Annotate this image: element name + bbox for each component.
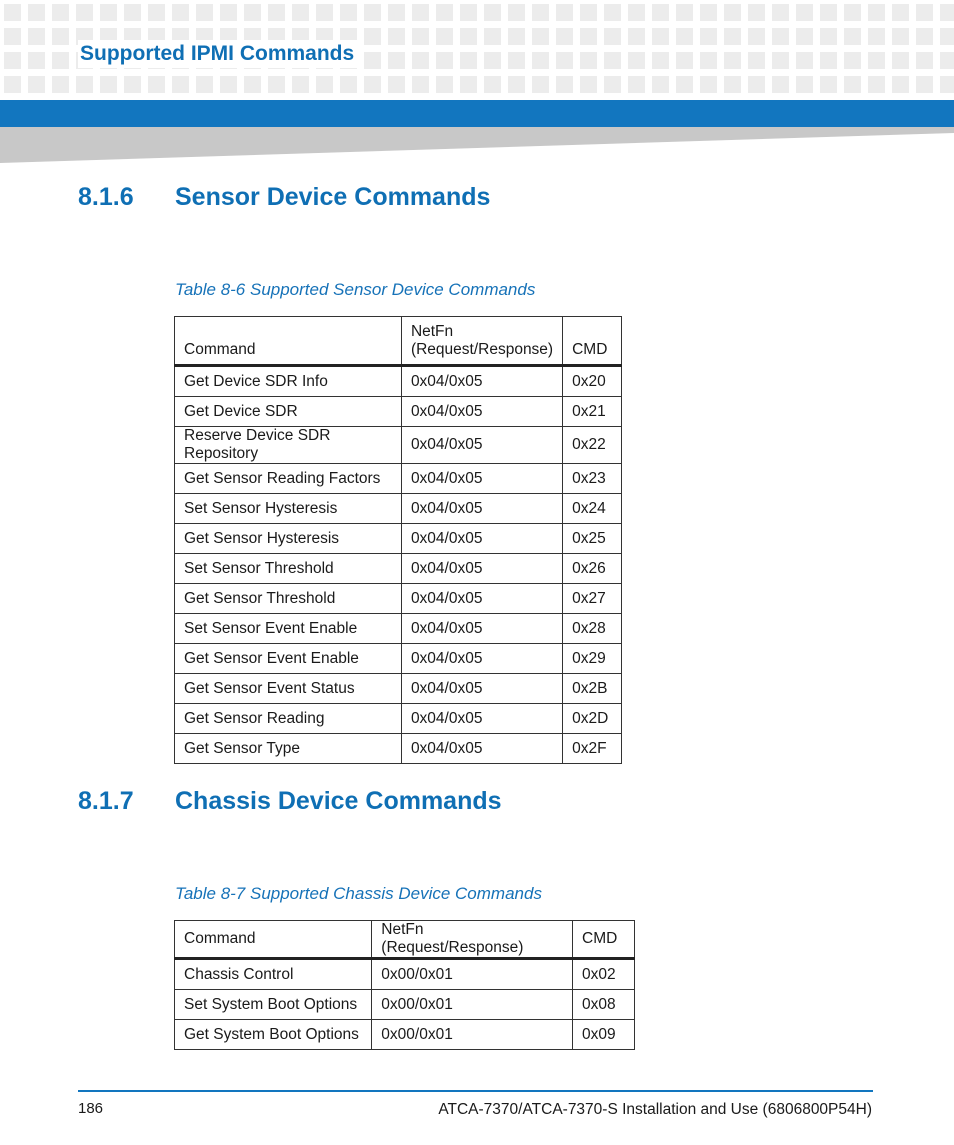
table-row	[175, 734, 622, 764]
cell-command: Get Sensor Reading	[175, 704, 402, 734]
table-row	[175, 584, 622, 614]
cell-netfn: 0x04/0x05	[401, 464, 562, 494]
cell-command: Chassis Control	[175, 959, 372, 990]
table-row	[175, 524, 622, 554]
cell-netfn: 0x00/0x01	[372, 990, 573, 1020]
cell-command: Set Sensor Event Enable	[175, 614, 402, 644]
cell-command: Get Device SDR Info	[175, 366, 402, 397]
cell-netfn: 0x04/0x05	[401, 584, 562, 614]
cell-netfn: 0x04/0x05	[401, 427, 562, 464]
column-header-command: Command	[175, 317, 402, 366]
table-caption-8-7: Table 8-7 Supported Chassis Device Commands	[175, 884, 542, 903]
cell-netfn: 0x04/0x05	[401, 734, 562, 764]
cell-command: Get System Boot Options	[175, 1020, 372, 1050]
section-title: Chassis Device Commands	[175, 787, 502, 815]
cell-command: Get Device SDR	[175, 397, 402, 427]
page-number: 186	[78, 1100, 104, 1117]
cell-command: Get Sensor Event Enable	[175, 644, 402, 674]
table-row	[175, 397, 622, 427]
cell-command: Set Sensor Threshold	[175, 554, 402, 584]
table-row	[175, 674, 622, 704]
cell-cmd: 0x2D	[563, 704, 622, 734]
table-row	[175, 1020, 635, 1050]
table-row	[175, 554, 622, 584]
table-row	[175, 704, 622, 734]
column-header-cmd: CMD	[563, 317, 622, 366]
cell-cmd: 0x21	[563, 397, 622, 427]
cell-netfn: 0x00/0x01	[372, 1020, 573, 1050]
cell-cmd: 0x22	[563, 427, 622, 464]
cell-cmd: 0x27	[563, 584, 622, 614]
document-title: ATCA-7370/ATCA-7370-S Installation and Use (6806800P54H)	[438, 1101, 872, 1118]
cell-command: Set System Boot Options	[175, 990, 372, 1020]
table-row	[175, 427, 622, 464]
cell-command: Get Sensor Threshold	[175, 584, 402, 614]
table-row	[175, 644, 622, 674]
table-row	[175, 366, 622, 397]
section-number: 8.1.6	[78, 183, 134, 211]
cell-netfn: 0x04/0x05	[401, 494, 562, 524]
cell-netfn: 0x04/0x05	[401, 524, 562, 554]
section-heading-8-1-6	[78, 183, 490, 212]
running-header-title: Supported IPMI Commands	[78, 40, 360, 68]
table-row	[175, 494, 622, 524]
cell-cmd: 0x02	[573, 959, 635, 990]
column-header-netfn: NetFn (Request/Response)	[401, 317, 562, 366]
column-header-command: Command	[175, 921, 372, 959]
cell-cmd: 0x09	[573, 1020, 635, 1050]
cell-netfn: 0x04/0x05	[401, 397, 562, 427]
footer-rule	[78, 1090, 873, 1092]
cell-command: Get Sensor Hysteresis	[175, 524, 402, 554]
cell-cmd: 0x24	[563, 494, 622, 524]
cell-cmd: 0x29	[563, 644, 622, 674]
section-number: 8.1.7	[78, 787, 134, 815]
cell-netfn: 0x04/0x05	[401, 644, 562, 674]
cell-netfn: 0x04/0x05	[401, 614, 562, 644]
cell-command: Set Sensor Hysteresis	[175, 494, 402, 524]
cell-netfn: 0x00/0x01	[372, 959, 573, 990]
sensor-commands-table	[174, 316, 622, 764]
cell-command: Get Sensor Event Status	[175, 674, 402, 704]
cell-netfn: 0x04/0x05	[401, 554, 562, 584]
section-title: Sensor Device Commands	[175, 183, 491, 211]
header-grey-wedge	[0, 127, 954, 163]
table-caption-8-6: Table 8-6 Supported Sensor Device Commands	[175, 280, 536, 299]
table-row	[175, 464, 622, 494]
cell-cmd: 0x20	[563, 366, 622, 397]
cell-cmd: 0x2B	[563, 674, 622, 704]
table-header-row	[175, 921, 635, 959]
chassis-commands-table	[174, 920, 635, 1050]
cell-netfn: 0x04/0x05	[401, 674, 562, 704]
section-heading-8-1-7	[78, 787, 502, 816]
cell-command: Reserve Device SDR Repository	[175, 427, 402, 464]
table-row	[175, 990, 635, 1020]
cell-cmd: 0x25	[563, 524, 622, 554]
cell-cmd: 0x2F	[563, 734, 622, 764]
column-header-netfn: NetFn (Request/Response)	[372, 921, 573, 959]
table-row	[175, 614, 622, 644]
header-blue-band	[0, 100, 954, 127]
column-header-cmd: CMD	[573, 921, 635, 959]
cell-cmd: 0x08	[573, 990, 635, 1020]
cell-netfn: 0x04/0x05	[401, 366, 562, 397]
cell-command: Get Sensor Type	[175, 734, 402, 764]
cell-cmd: 0x23	[563, 464, 622, 494]
cell-command: Get Sensor Reading Factors	[175, 464, 402, 494]
cell-cmd: 0x26	[563, 554, 622, 584]
cell-netfn: 0x04/0x05	[401, 704, 562, 734]
cell-cmd: 0x28	[563, 614, 622, 644]
table-header-row	[175, 317, 622, 366]
table-row	[175, 959, 635, 990]
